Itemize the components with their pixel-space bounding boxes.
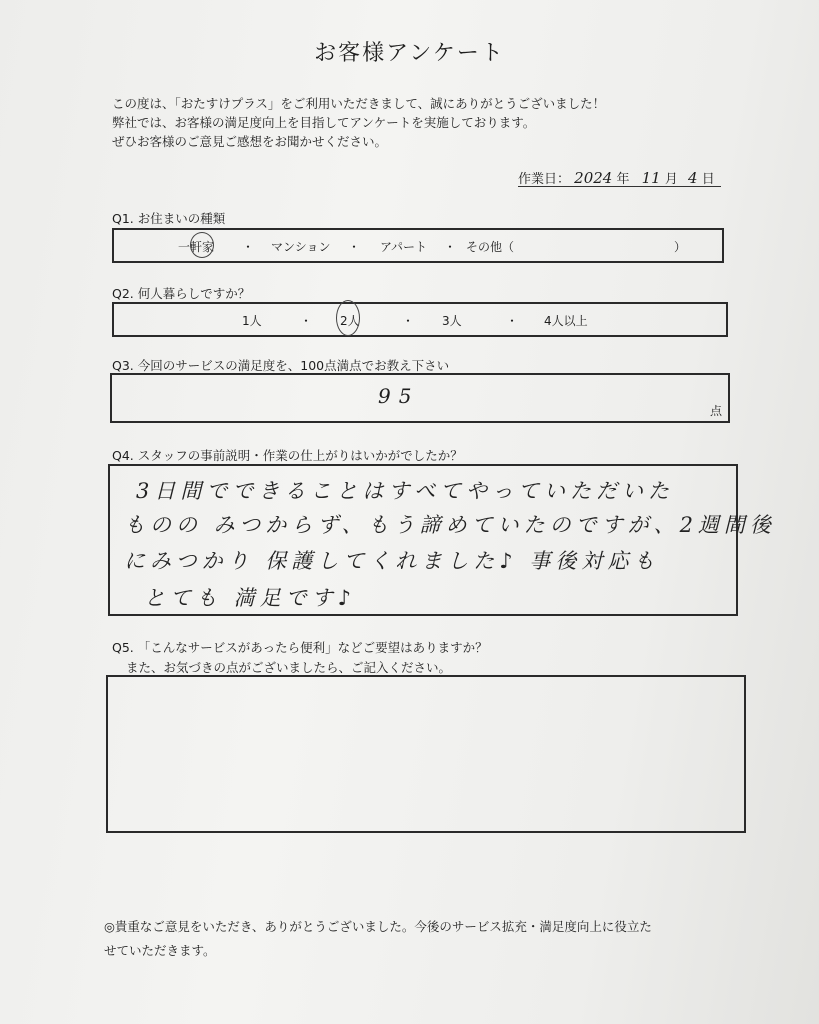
intro-line-1: この度は、「おたすけプラス」をご利用いただきまして、誠にありがとうございました！ — [112, 96, 606, 111]
q1-label: Q1. お住まいの種類 — [112, 211, 226, 226]
q1-option-other[interactable]: その他（ — [466, 240, 515, 254]
q2-option-3[interactable]: 3人 — [442, 314, 462, 328]
q2-option-2[interactable]: 2人 — [340, 314, 360, 328]
q1-separator: ・ — [444, 240, 457, 254]
q2-separator: ・ — [300, 314, 313, 328]
work-date-year-unit: 年 — [616, 172, 630, 187]
page-title: お客様アンケート — [314, 41, 505, 66]
q1-selected-circle — [190, 232, 214, 258]
q2-answer-box — [112, 302, 728, 337]
work-date — [518, 168, 715, 187]
q3-unit: 点 — [710, 404, 723, 418]
q5-label-line-1: Q5. 「こんなサービスがあったら便利」などご要望はありますか？ — [112, 640, 488, 655]
q5-label-line-2: また、お気づきの点がございましたら、ご記入ください。 — [126, 660, 452, 675]
q1-option-apartment[interactable]: アパート — [380, 240, 428, 254]
q2-separator: ・ — [506, 314, 519, 328]
q1-separator: ・ — [242, 240, 255, 254]
footer-line-2: せていただきます。 — [104, 943, 216, 958]
work-date-month-unit: 月 — [664, 172, 678, 187]
q4-label: Q4. スタッフの事前説明・作業の仕上がりはいかがでしたか？ — [112, 448, 463, 463]
q2-option-4plus[interactable]: 4人以上 — [544, 314, 588, 328]
q4-answer-line-3: にみつかり 保護してくれました♪ 事後対応も — [124, 549, 660, 573]
q1-option-mansion[interactable]: マンション — [271, 240, 331, 254]
q2-separator: ・ — [402, 314, 415, 328]
q3-label: Q3. 今回のサービスの満足度を、100点満点でお教え下さい — [112, 358, 450, 373]
q3-score: 95 — [378, 384, 420, 408]
q1-answer-box — [112, 228, 724, 263]
q4-answer-line-1: 3日間でできることはすべてやっていただいた — [136, 479, 674, 503]
q1-other-close-paren: ） — [674, 240, 687, 254]
work-date-day-unit: 日 — [701, 172, 715, 187]
work-date-day: 4 — [688, 169, 698, 187]
q2-option-1[interactable]: 1人 — [242, 314, 262, 328]
q1-option-house[interactable]: 一軒家 — [178, 240, 215, 254]
work-date-month: 11 — [641, 169, 661, 187]
q2-selected-circle — [336, 300, 360, 336]
q4-answer-box[interactable] — [108, 464, 776, 616]
q4-answer-line-4: とても 満足です♪ — [144, 586, 357, 610]
footer-line-1: ◎貴重なご意見をいただき、ありがとうございました。今後のサービス拡充・満足度向上に役立た — [104, 919, 652, 934]
work-date-label: 作業日： — [518, 172, 571, 187]
q4-answer-line-2: ものの みつからず、もう諦めていたのですが、2週間後 — [124, 513, 776, 537]
q5-answer-box[interactable] — [106, 675, 746, 833]
q2-label: Q2. 何人暮らしですか？ — [112, 286, 251, 301]
q3-answer-box[interactable] — [110, 373, 730, 423]
intro-line-2: 弊社では、お客様の満足度向上を目指してアンケートを実施しております。 — [112, 115, 536, 130]
work-date-underline — [518, 186, 721, 187]
intro-line-3: ぜひお客様のご意見ご感想をお聞かせください。 — [112, 134, 388, 149]
work-date-year: 2024 — [574, 169, 613, 187]
q1-separator: ・ — [348, 240, 361, 254]
